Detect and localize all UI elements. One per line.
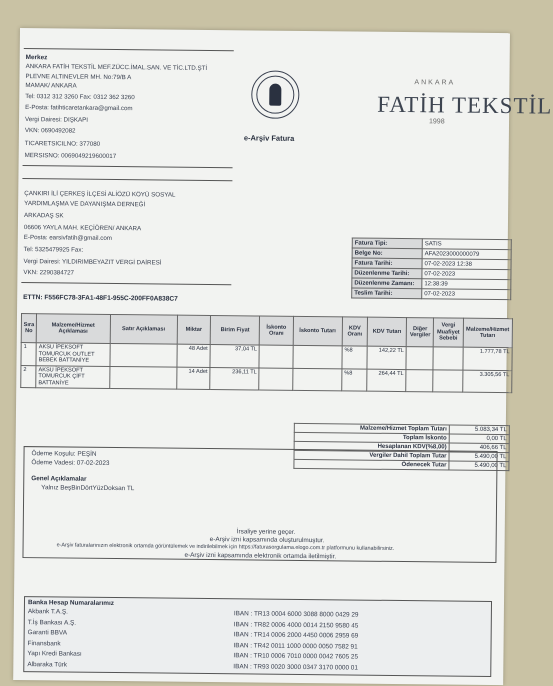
bank-name: T.İş Bankası A.Ş. xyxy=(27,618,77,627)
totals-value: 0,00 TL xyxy=(449,434,509,444)
totals-value: 5.083,34 TL xyxy=(449,425,509,435)
meta-key: Teslim Tarihi: xyxy=(352,288,422,299)
gib-seal-logo xyxy=(251,70,300,119)
items-column-header: Malzeme/Hizmet Açıklaması xyxy=(36,314,110,344)
items-cell xyxy=(259,368,292,391)
ettn: ETTN: F556FC78-3FA1-48F1-955C-200FF0A838C7 xyxy=(23,294,178,303)
totals-value: 5.490,00 TL xyxy=(449,452,509,462)
items-cell: 48 Adet xyxy=(177,344,210,367)
items-column-header: Sıra No xyxy=(21,314,36,343)
items-column-header: Vergi Muafiyet Sebebi xyxy=(434,318,463,347)
totals-key: Toplam İskonto xyxy=(294,432,449,443)
items-cell: 1.777,78 TL xyxy=(463,347,513,370)
items-cell xyxy=(433,369,462,392)
bank-heading: Banka Hesap Numaralarımız xyxy=(27,599,114,608)
items-cell xyxy=(259,345,292,368)
items-cell: %8 xyxy=(342,346,367,369)
seller-phone: Tel: 0312 312 3260 Fax: 0312 362 3260 xyxy=(25,93,135,102)
items-column-header: Malzeme/Hizmet Tutarı xyxy=(463,318,513,348)
meta-key: Fatura Tarihi: xyxy=(352,258,422,269)
totals-value: 406,66 TL xyxy=(449,443,509,453)
items-column-header: İskonto Tutarı xyxy=(293,316,343,346)
seller-bottom-rule xyxy=(23,165,233,168)
items-cell: 142,22 TL xyxy=(367,346,406,369)
buyer-top-rule xyxy=(22,178,232,181)
items-cell xyxy=(109,343,177,366)
seller-trade-registry: TICARETSICILNO: 377080 xyxy=(24,140,101,148)
buyer-address: 06606 YAYLA MAH. KEÇİÖREN/ ANKARA xyxy=(23,224,142,233)
seller-email: E-Posta: fatihticaretankara@gmail.com xyxy=(25,104,133,113)
items-row xyxy=(21,365,512,393)
items-table xyxy=(20,313,513,393)
meta-key: Düzenlenme Zamanı: xyxy=(352,278,422,289)
bank-name: Yapı Kredi Bankası xyxy=(27,650,82,658)
items-cell xyxy=(293,345,343,368)
items-cell: 3.305,56 TL xyxy=(462,370,512,393)
seller-tax-office: Vergi Dairesi: DIŞKAPI xyxy=(25,116,89,124)
totals-key: Ödenecek Tutar xyxy=(294,459,449,470)
items-cell xyxy=(109,366,177,389)
bank-iban: IBAN : TR42 0011 1000 0000 0050 7582 91 xyxy=(233,641,358,651)
items-column-header: KDV Tutarı xyxy=(367,317,407,346)
brand-logo-text: FATİH TEKSTİL xyxy=(377,91,553,119)
seller-name: ANKARA FATİH TEKSTİL MEF.ZÜCC.İMAL.SAN. VE TİC.LTD.ŞTİ xyxy=(25,63,208,72)
buyer-bottom-rule xyxy=(21,282,231,285)
totals-key: Malzeme/Hizmet Toplam Tutarı xyxy=(294,423,449,434)
legal-line-3: e-Arşiv faturalarınızın elektronik ortamda görüntülemek ve indirilebilmek için https://faturasorgulama.elogo.com.tr platformunu kullanabilirsiniz. xyxy=(56,542,395,552)
items-cell xyxy=(406,369,433,392)
meta-key: Düzenlenme Tarihi: xyxy=(352,268,422,279)
bank-name: Garanti BBVA xyxy=(27,629,68,637)
document-type-title: e-Arşiv Fatura xyxy=(243,133,295,143)
items-cell: 1 xyxy=(21,343,36,366)
payment-due-date: Ödeme Vadesi: 07-02-2023 xyxy=(31,459,110,467)
buyer-email: E-Posta: earsivfatih@gmail.com xyxy=(23,234,112,242)
buyer-name-1: ÇANKIRI İLİ ÇERKEŞ İLÇESİ ALİÖZÜ KÖYÜ SOSYAL xyxy=(24,190,176,199)
invoice-meta-row xyxy=(352,288,511,300)
bank-iban: IBAN : TR10 0006 7010 0000 0042 7605 25 xyxy=(233,652,359,661)
items-cell: 264,44 TL xyxy=(367,369,406,392)
meta-value: AFA2023000000079 xyxy=(422,249,511,260)
seller-heading: Merkez xyxy=(25,54,48,62)
invoice-meta-table xyxy=(351,237,512,300)
bank-iban: IBAN : TR82 0006 4000 0014 2150 9580 45 xyxy=(233,620,359,630)
items-column-header: Diğer Vergiler xyxy=(406,318,433,347)
totals-key: Vergiler Dahil Toplam Tutar xyxy=(294,450,449,461)
items-cell xyxy=(292,368,342,391)
items-cell: 37,04 TL xyxy=(210,345,260,368)
items-column-header: Satır Açıklaması xyxy=(110,314,178,344)
items-column-header: Birim Fiyat xyxy=(210,316,260,346)
buyer-vkn: VKN: 2290384727 xyxy=(23,269,75,277)
totals-value: 5.490,00 TL xyxy=(449,461,509,471)
items-column-header: KDV Oranı xyxy=(342,317,367,346)
items-cell: %8 xyxy=(342,368,367,391)
legal-line-1: İrsaliye yerine geçer. xyxy=(236,528,296,536)
buyer-tax-office: Vergi Dairesi: YILDIRIMBEYAZIT VERGİ DAİRESİ xyxy=(23,258,162,267)
items-cell: 14 Adet xyxy=(177,367,210,390)
buyer-phone: Tel: 5325479925 Fax: xyxy=(23,246,84,254)
bank-iban: IBAN : TR14 0006 2000 4450 0006 2959 69 xyxy=(233,631,359,640)
items-cell: AKSU İPEKSOFT TOMURCUK OUTLET BEBEK BATTANİYE xyxy=(36,343,110,366)
payment-terms: Ödeme Koşulu: PEŞİN xyxy=(31,450,97,458)
legal-line-4: e-Arşiv izni kapsamında elektronik ortamda iletilmiştir. xyxy=(184,551,337,561)
items-cell: AKSU İPEKSOFT TOMURCUK ÇİFT BATTANİYE xyxy=(36,365,110,388)
totals-key: Hesaplanan KDV(%8,00) xyxy=(294,441,449,452)
brand-city: ANKARA xyxy=(414,79,456,87)
meta-value: 07-02-2023 xyxy=(422,289,511,300)
seller-address-1: PLEVNE ALTINEVLER MH. No:79/B A xyxy=(25,73,132,82)
notes-heading: Genel Açıklamalar xyxy=(31,475,87,483)
bank-name: Finansbank xyxy=(27,639,61,647)
items-cell xyxy=(406,347,433,370)
meta-value: SATIS xyxy=(422,239,511,250)
invoice-paper xyxy=(13,28,553,685)
items-column-header: İskonto Oranı xyxy=(260,316,293,345)
items-column-header: Miktar xyxy=(177,315,210,344)
seller-vkn: VKN: 0690492082 xyxy=(24,127,76,135)
bank-iban: IBAN : TR93 0020 3000 0347 3170 0000 01 xyxy=(233,662,358,672)
bank-name: Albaraka Türk xyxy=(27,660,68,669)
seller-top-rule xyxy=(24,48,234,51)
meta-key: Fatura Tipi: xyxy=(352,238,422,249)
meta-key: Belge No: xyxy=(352,248,422,259)
meta-value: 07-02-2023 12:38 xyxy=(422,259,511,270)
items-cell: 2 xyxy=(21,365,36,388)
meta-value: 12:38:39 xyxy=(422,279,511,290)
bank-name: Akbank T.A.Ş. xyxy=(27,608,68,616)
items-cell: 236,11 TL xyxy=(210,367,260,390)
buyer-name-3: ARKADAŞ SK xyxy=(23,212,64,220)
seller-mersis: MERSISNO: 0069049219600017 xyxy=(24,152,117,161)
brand-year: 1998 xyxy=(429,118,445,126)
seller-address-2: MAMAK/ ANKARA xyxy=(25,82,77,90)
legal-line-2: e-Arşiv izni kapsamında oluşturulmuştur. xyxy=(209,536,325,545)
items-cell xyxy=(433,347,462,370)
buyer-name-2: YARDIMLAŞMA VE DAYANIŞMA DERNEĞİ xyxy=(24,200,146,209)
meta-value: 07-02-2023 xyxy=(422,269,511,280)
bank-iban: IBAN : TR13 0004 6000 3088 8000 0429 29 xyxy=(233,610,359,619)
notes-text: Yalnız BeşBinDörtYüzDoksan TL xyxy=(41,484,135,493)
